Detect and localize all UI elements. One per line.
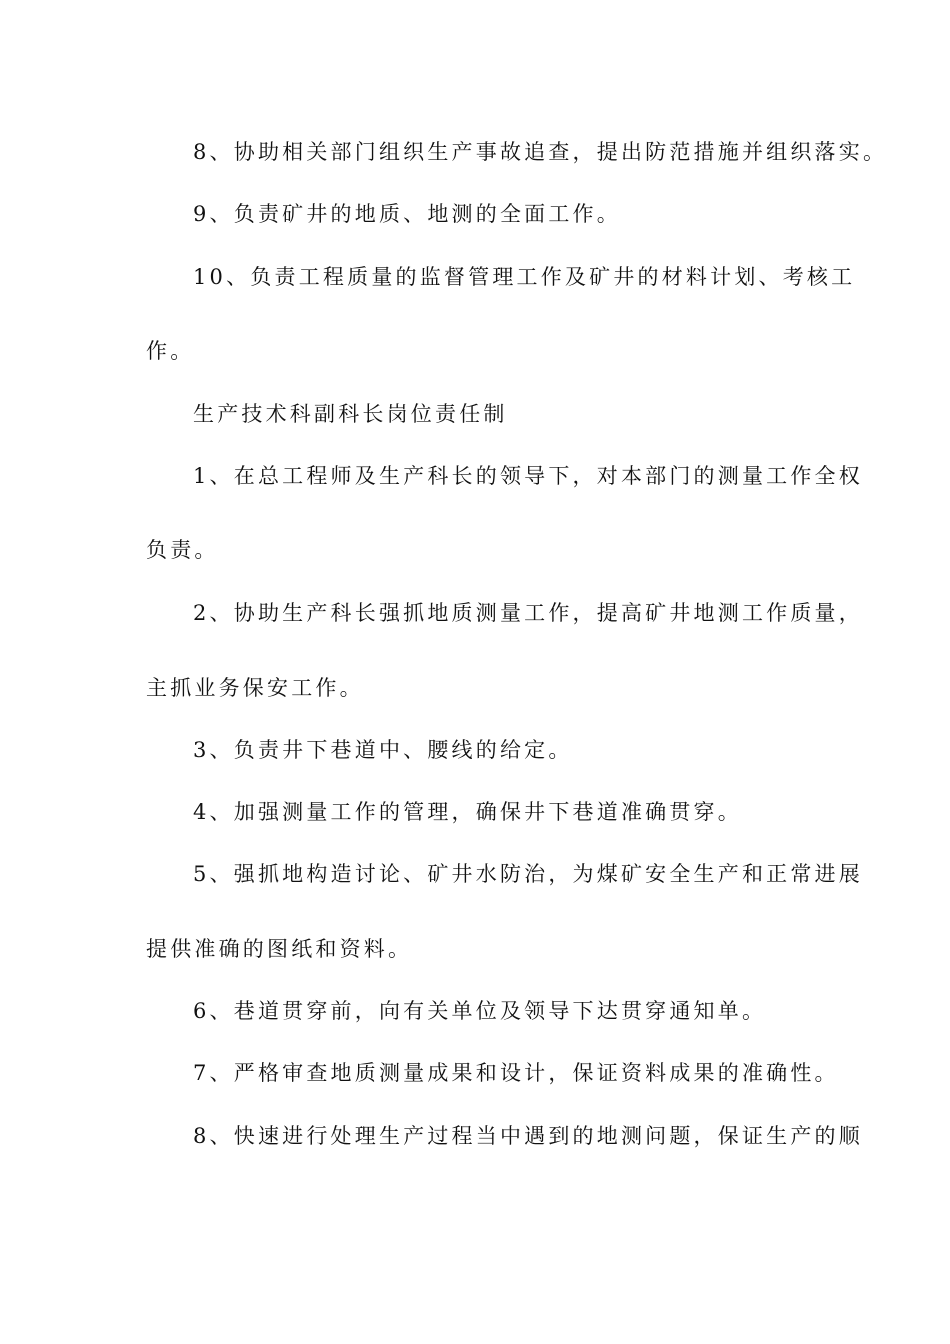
paragraph-line: 9、负责矿井的地质、地测的全面工作。 bbox=[193, 202, 621, 226]
paragraph-line: 2、协助生产科长强抓地质测量工作，提高矿井地测工作质量， bbox=[193, 601, 863, 625]
section-heading: 生产技术科副科长岗位责任制 bbox=[193, 402, 508, 426]
paragraph-continuation: 主抓业务保安工作。 bbox=[146, 676, 364, 700]
paragraph-line: 8、协助相关部门组织生产事故追查，提出防范措施并组织落实。 bbox=[193, 140, 888, 164]
paragraph-line: 6、巷道贯穿前，向有关单位及领导下达贯穿通知单。 bbox=[193, 999, 767, 1023]
paragraph-line: 8、快速进行处理生产过程当中遇到的地测问题，保证生产的顺 bbox=[193, 1124, 863, 1148]
paragraph-line: 4、加强测量工作的管理，确保井下巷道准确贯穿。 bbox=[193, 800, 742, 824]
paragraph-continuation: 作。 bbox=[146, 339, 195, 363]
paragraph-line: 1、在总工程师及生产科长的领导下，对本部门的测量工作全权 bbox=[193, 464, 863, 488]
paragraph-line: 7、严格审查地质测量成果和设计，保证资料成果的准确性。 bbox=[193, 1061, 839, 1085]
paragraph-continuation: 提供准确的图纸和资料。 bbox=[146, 937, 413, 961]
paragraph-continuation: 负责。 bbox=[146, 538, 219, 562]
paragraph-line: 5、强抓地构造讨论、矿井水防治，为煤矿安全生产和正常进展 bbox=[193, 862, 863, 886]
paragraph-line: 10、负责工程质量的监督管理工作及矿井的材料计划、考核工 bbox=[193, 265, 856, 289]
paragraph-line: 3、负责井下巷道中、腰线的给定。 bbox=[193, 738, 573, 762]
